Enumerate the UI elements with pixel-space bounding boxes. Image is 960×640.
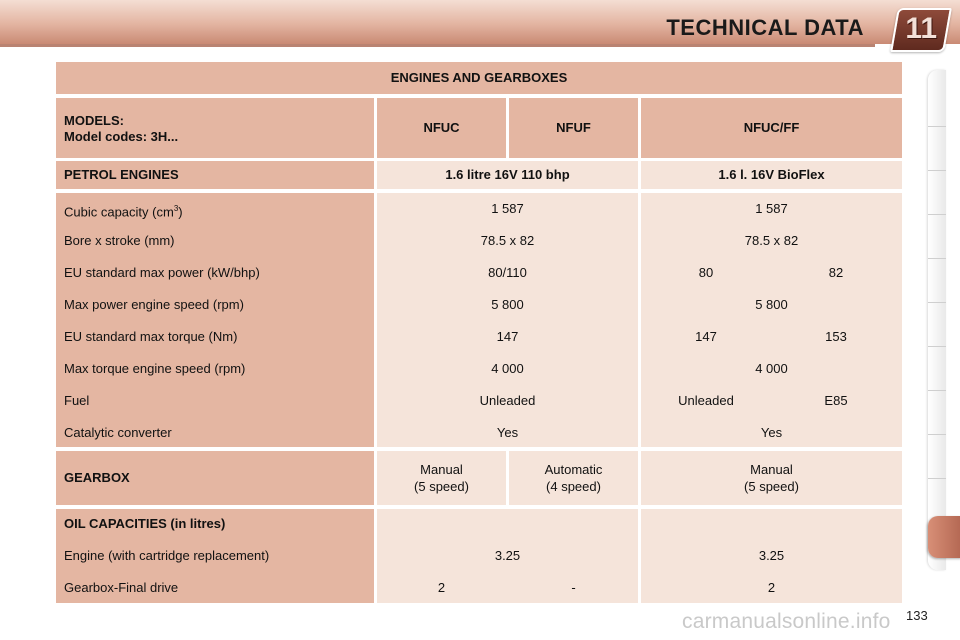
gearbox-nfuc-ff bbox=[641, 451, 902, 505]
spec-value-petrol: 147 bbox=[695, 329, 717, 344]
spec-value: Yes bbox=[760, 425, 783, 440]
spec-label-max-torque: EU standard max torque (Nm) bbox=[64, 329, 238, 344]
specs-engine-2-column bbox=[641, 193, 902, 447]
engine-1-name: 1.6 litre 16V 110 bhp bbox=[377, 161, 638, 189]
gearbox-label: GEARBOX bbox=[56, 451, 374, 505]
oil-gearbox-nfuf: - bbox=[571, 580, 576, 595]
oil-engine-value: 3.25 bbox=[758, 548, 785, 563]
spec-value: Yes bbox=[496, 425, 519, 440]
gearbox-nfuc bbox=[377, 451, 506, 505]
oil-gearbox-nfuc: 2 bbox=[437, 580, 446, 595]
spec-label-cubic-capacity bbox=[64, 201, 183, 220]
engine-specs-block bbox=[56, 193, 902, 447]
spec-value: 1 587 bbox=[755, 201, 788, 216]
chapter-tab-divider bbox=[928, 434, 946, 435]
chapter-tab-rail bbox=[928, 70, 946, 570]
spec-value: 5 800 bbox=[491, 297, 524, 312]
engine-2-name: 1.6 l. 16V BioFlex bbox=[641, 161, 902, 189]
spec-value: 5 800 bbox=[755, 297, 788, 312]
oil-label-column bbox=[56, 509, 374, 603]
spec-value: 80/110 bbox=[488, 265, 527, 280]
chapter-tab-divider bbox=[928, 302, 946, 303]
chapter-tab-divider bbox=[928, 346, 946, 347]
gearbox-type: Automatic bbox=[544, 462, 603, 477]
spec-value-petrol: Unleaded bbox=[678, 393, 734, 408]
spec-value: 78.5 x 82 bbox=[744, 233, 799, 248]
chapter-tab-divider bbox=[928, 126, 946, 127]
gearbox-row bbox=[56, 451, 902, 505]
spec-label-power-speed: Max power engine speed (rpm) bbox=[64, 297, 244, 312]
gearbox-type: Manual bbox=[420, 462, 463, 477]
oil-capacities-block bbox=[56, 509, 902, 603]
oil-engine-1-column bbox=[377, 509, 638, 603]
spec-value: 4 000 bbox=[491, 361, 524, 376]
oil-gearbox-label: Gearbox-Final drive bbox=[64, 580, 179, 595]
spec-label-superscript: 3 bbox=[173, 204, 179, 213]
spec-label-text: Cubic capacity (cm bbox=[64, 204, 174, 220]
models-label-cell bbox=[56, 98, 374, 158]
oil-gearbox-nfuc-ff: 2 bbox=[767, 580, 776, 595]
gearbox-speeds: (5 speed) bbox=[414, 479, 469, 494]
spec-value-e85: E85 bbox=[824, 393, 848, 408]
model-code-nfuc-ff: NFUC/FF bbox=[641, 98, 902, 158]
specs-engine-1-column bbox=[377, 193, 638, 447]
page-title: TECHNICAL DATA bbox=[666, 15, 864, 40]
petrol-engines-label: PETROL ENGINES bbox=[56, 161, 374, 189]
spec-value: 4 000 bbox=[755, 361, 788, 376]
gearbox-speeds: (5 speed) bbox=[744, 479, 799, 494]
spec-label-text-end: ) bbox=[178, 204, 183, 220]
watermark: carmanualsonline.info bbox=[682, 610, 891, 633]
spec-value: Unleaded bbox=[479, 393, 536, 408]
page-number: 133 bbox=[906, 608, 928, 623]
chapter-tab-divider bbox=[928, 214, 946, 215]
spec-value-e85: 153 bbox=[825, 329, 847, 344]
oil-engine-2-column bbox=[641, 509, 902, 603]
spec-label-catalytic-converter: Catalytic converter bbox=[64, 425, 172, 440]
chapter-tab-divider bbox=[928, 258, 946, 259]
gearbox-type: Manual bbox=[750, 462, 793, 477]
petrol-engines-row bbox=[56, 161, 902, 189]
gearbox-nfuf bbox=[509, 451, 638, 505]
specs-label-column bbox=[56, 193, 374, 447]
models-row bbox=[56, 98, 902, 158]
spec-label-max-power: EU standard max power (kW/bhp) bbox=[64, 265, 260, 280]
chapter-number: 11 bbox=[905, 12, 938, 45]
model-code-nfuf: NFUF bbox=[509, 98, 638, 158]
oil-engine-label: Engine (with cartridge replacement) bbox=[64, 548, 270, 563]
chapter-badge bbox=[890, 8, 952, 52]
spec-value: 78.5 x 82 bbox=[480, 233, 535, 248]
chapter-tab-divider bbox=[928, 170, 946, 171]
spec-label-bore-stroke: Bore x stroke (mm) bbox=[64, 233, 175, 248]
page-header bbox=[0, 0, 960, 60]
spec-label-torque-speed: Max torque engine speed (rpm) bbox=[64, 361, 246, 376]
oil-capacities-heading: OIL CAPACITIES (in litres) bbox=[64, 516, 226, 531]
model-code-nfuc: NFUC bbox=[377, 98, 506, 158]
spec-value: 147 bbox=[496, 329, 519, 344]
chapter-tab-divider bbox=[928, 390, 946, 391]
gearbox-speeds: (4 speed) bbox=[546, 479, 601, 494]
models-label: MODELS: bbox=[64, 113, 124, 128]
chapter-tab-active[interactable] bbox=[928, 516, 960, 558]
spec-value-petrol: 80 bbox=[698, 265, 714, 280]
oil-engine-value: 3.25 bbox=[494, 548, 521, 563]
spec-label-fuel: Fuel bbox=[64, 393, 90, 408]
chapter-tab-divider bbox=[928, 478, 946, 479]
spec-value: 1 587 bbox=[491, 201, 524, 216]
table-title: ENGINES AND GEARBOXES bbox=[56, 62, 902, 94]
model-codes-label: Model codes: 3H... bbox=[64, 129, 179, 144]
header-underline bbox=[0, 44, 875, 47]
spec-value-e85: 82 bbox=[828, 265, 844, 280]
